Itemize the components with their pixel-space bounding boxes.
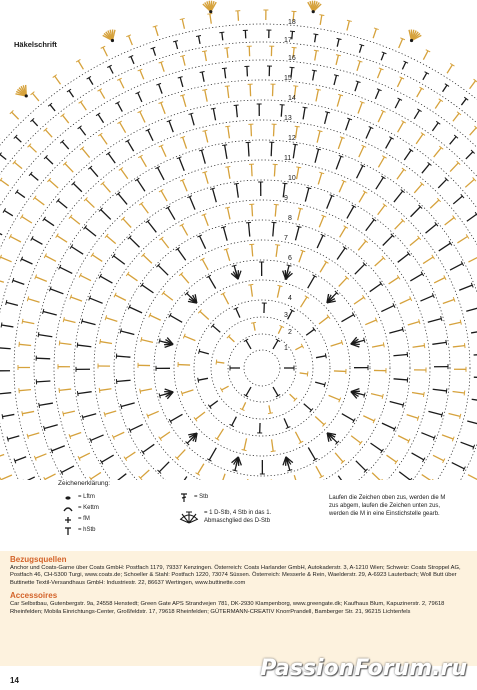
round-number: 10: [288, 175, 296, 182]
legend-right: [178, 492, 304, 531]
round-number: 3: [284, 312, 288, 319]
legend-label: = Lftm: [78, 494, 95, 500]
round-number: 13: [284, 115, 292, 122]
watermark: PassionForum.ru: [260, 656, 467, 681]
legend-label: = fM: [78, 516, 90, 522]
legend-item-single-crochet: [62, 514, 99, 525]
round-number: 16: [288, 55, 296, 62]
chain-icon: [62, 493, 74, 503]
accessories-text: Car Selbstbau, Gutenbergstr. 9a, 24558 Henstedt; Green Gate APS Strandvejen 781, DK-2930 Klampenborg, www.greengate.dk; Kaufhaus Blum, Kapuzinerstr. 2, 79618 Rheinfelden; Mobila Einrichtungs-Center, Großfeldstr. 17, 79618 Rheinfelden; GÜTERMANN-CREATIV KnorrPrandell, Bamberger Str. 21, 96215 Lichtenfels: [10, 601, 445, 615]
round-number: 4: [288, 295, 292, 302]
round-number: 2: [288, 329, 292, 336]
page-number: 14: [10, 676, 19, 685]
round-number: 17: [284, 37, 292, 44]
legend-label: = Kettm: [78, 505, 99, 511]
legend-item-chain: [62, 492, 99, 503]
legend-label: = hStb: [78, 527, 96, 533]
single-crochet-icon: [62, 515, 74, 525]
legend-label: = Stb: [194, 494, 209, 500]
round-number: 12: [288, 135, 296, 142]
sources-panel: [0, 551, 477, 666]
round-number: 1: [284, 345, 288, 352]
slip-stitch-icon: [62, 504, 74, 514]
double-crochet-icon: [178, 493, 190, 503]
legend-item-double-crochet: [178, 492, 304, 503]
page-title: Häkelschrift: [14, 40, 57, 49]
round-number: 7: [284, 235, 288, 242]
legend-item-cluster: [178, 509, 304, 531]
round-number: 8: [288, 215, 292, 222]
round-number-labels: [284, 19, 296, 352]
round-number: 15: [284, 75, 292, 82]
sources-text: Anchor und Coats-Garne über Coats GmbH: Postfach 1179, 79337 Kenzingen. Österreich: Coats Harlander GmbH, Autokaderstr. 3, A-1210 Wien; Schweiz: Coats Stroppel AG, Postfach 46, CH-5300 Turgi, www.coats.de; Schoeller & Stahl: Postfach 1220, 73074 Süssen. Österreich: Messerle & Rein, Waelderstr. 29, A-6923 Lauterbach; Woll Butt über Buttinette Textil-Versandhaus GmbH: Industriestr. 22, 86637 Wertingen, www.buttinette.com: [10, 565, 461, 586]
half-double-icon: [62, 526, 74, 536]
legend-item-half-double: [62, 525, 99, 536]
legend-note: Laufen die Zeichen oben zus, werden die M zus abgem, laufen die Zeichen unten zus, werden die M in eine Einstichstelle gearb.: [329, 495, 446, 517]
round-number: 11: [284, 155, 292, 162]
cluster-icon: [178, 509, 200, 525]
sources-title: Bezugsquellen: [10, 555, 67, 564]
legend-item-slip-stitch: [62, 503, 99, 514]
legend-label: = 1 D-Stb, 4 Stb in das 1. Abmaschglied des D-Stb: [204, 510, 272, 524]
round-number: 6: [288, 255, 292, 262]
round-number: 9: [284, 195, 288, 202]
round-number: 18: [288, 19, 296, 26]
round-number: 5: [284, 275, 288, 282]
accessories-title: Accessoires: [10, 591, 58, 601]
round-number: 14: [288, 95, 296, 102]
legend-title: Zeichenerklärung:: [58, 480, 111, 487]
legend-left: [62, 492, 99, 536]
